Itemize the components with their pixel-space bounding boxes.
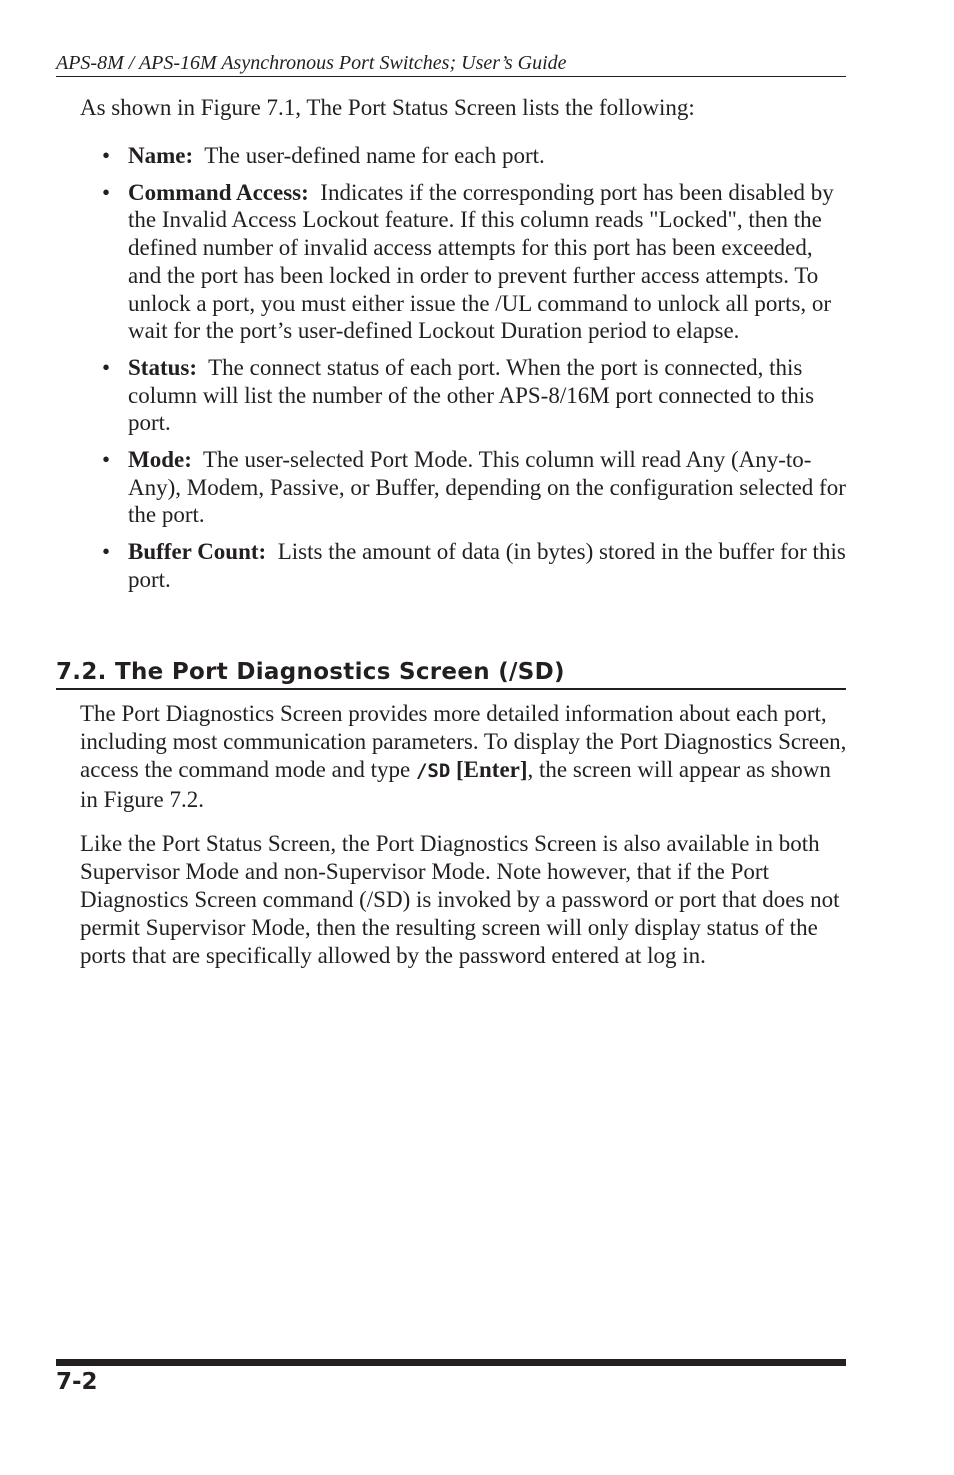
port-status-field-list (80, 142, 850, 603)
paragraph-text: , the screen will appear as shown in Figure 7.2. (80, 756, 831, 812)
bullet-icon: • (102, 143, 111, 168)
section-paragraph-1 (80, 700, 850, 814)
enter-key-text: [Enter] (456, 756, 528, 782)
list-item-term: Name: (128, 143, 194, 168)
list-item-text: The user-selected Port Mode. This column will read Any (Any-to-Any), Modem, Passive, or Buffer, depending on the configuration selected for the port. (128, 447, 846, 528)
list-item-text: Indicates if the corresponding port has been disabled by the Invalid Access Lockout feature. If this column reads "Locked", then the defined number of invalid access attempts for this port has been exceeded, and the port has been locked in order to prevent further access attempts. To unlock a port, you must either issue the /UL command to unlock all ports, or wait for the port’s user-defined Lockout Duration period to elapse. (128, 179, 834, 344)
list-item-text: Lists the amount of data (in bytes) stored in the buffer for this port. (128, 539, 846, 592)
section-heading: 7.2. The Port Diagnostics Screen (/SD) (56, 657, 846, 690)
list-item-text: The connect status of each port. When the port is connected, this column will list the number of the other APS-8/16M port connected to this port. (128, 354, 815, 436)
list-item-term: Status: (128, 354, 198, 380)
running-header: APS-8M / APS-16M Asynchronous Port Switches; User’s Guide (56, 50, 846, 77)
list-item-term: Command Access: (128, 179, 309, 205)
paragraph-text: The Port Diagnostics Screen provides more detailed information about each port, including most communication parameters. To display the Port Diagnostics Screen, access the command mode and type (80, 701, 847, 782)
command-text: /SD (415, 759, 451, 782)
list-item (80, 354, 850, 437)
list-item (80, 538, 850, 593)
list-item-term: Buffer Count: (128, 539, 267, 565)
bullet-icon: • (102, 447, 111, 473)
list-item (80, 142, 850, 170)
list-item (80, 446, 850, 529)
page-number: 7-2 (56, 1369, 98, 1395)
section-paragraph-2: Like the Port Status Screen, the Port Diagnostics Screen is also available in both Supervisor Mode and non-Supervisor Mode. Note however, that if the Port Diagnostics Screen command (/SD) is invoked by a password or port that does not permit Supervisor Mode, then the resulting screen will only display status of the ports that are specifically allowed by the password entered at log in. (80, 831, 840, 968)
bullet-icon: • (102, 354, 111, 380)
bullet-icon: • (102, 539, 111, 565)
intro-paragraph: As shown in Figure 7.1, The Port Status Screen lists the following: (80, 95, 695, 120)
bullet-icon: • (102, 179, 111, 205)
list-item (80, 179, 850, 345)
list-item-term: Mode: (128, 447, 192, 473)
list-item-text: The user-defined name for each port. (204, 143, 545, 168)
footer-rule (56, 1359, 846, 1366)
